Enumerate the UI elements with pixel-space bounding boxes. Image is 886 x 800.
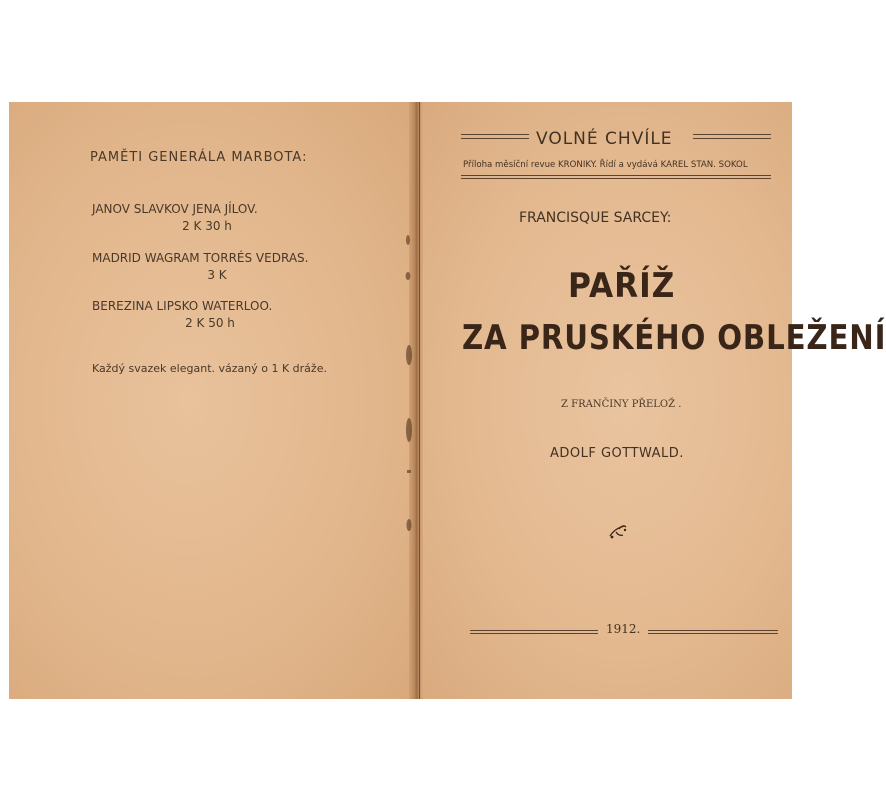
masthead-subtitle: Příloha měsíční revue KRONIKY. Řídí a vydává KAREL STAN. SOKOL [463, 160, 748, 170]
volume-2-titles: MADRID WAGRAM TORRÉS VEDRAS. [92, 251, 309, 265]
volume-1-price: 2 K 30 h [182, 219, 232, 233]
book-title-line1: PAŘÍŽ [568, 266, 676, 306]
book-title-line2: ZA PRUSKÉHO OBLEŽENÍ [462, 318, 886, 358]
volume-1-titles: JANOV SLAVKOV JENA JÍLOV. [92, 202, 258, 216]
year-rule-left-1 [470, 630, 598, 631]
masthead-underline-2 [461, 178, 771, 179]
binding-note: Každý svazek elegant. vázaný o 1 K dráže. [92, 362, 327, 375]
translator-name: ADOLF GOTTWALD. [550, 446, 684, 461]
volume-3-price: 2 K 50 h [185, 316, 235, 330]
series-title: PAMĚTI GENERÁLA MARBOTA: [90, 150, 308, 165]
gutter-line [419, 102, 420, 699]
translation-note: Z FRANČINY PŘELOŽ . [561, 399, 682, 410]
year-rule-right-1 [648, 630, 778, 631]
masthead-underline-1 [461, 175, 771, 176]
masthead-rule-left-bottom [461, 138, 529, 139]
publication-year: 1912. [606, 622, 641, 636]
left-page [9, 102, 409, 699]
masthead-rule-right-top [693, 134, 771, 135]
volume-2-price: 3 K [207, 268, 227, 282]
masthead-rule-left-top [461, 134, 529, 135]
author-name: FRANCISQUE SARCEY: [519, 210, 672, 226]
volume-3-titles: BEREZINA LIPSKO WATERLOO. [92, 299, 273, 313]
masthead-rule-right-bottom [693, 138, 771, 139]
masthead-title: VOLNÉ CHVÍLE [536, 129, 673, 149]
spine-ornament-icon [402, 0, 418, 597]
year-rule-left-2 [470, 633, 598, 634]
fleuron-ornament-icon [606, 520, 632, 542]
year-rule-right-2 [648, 633, 778, 634]
